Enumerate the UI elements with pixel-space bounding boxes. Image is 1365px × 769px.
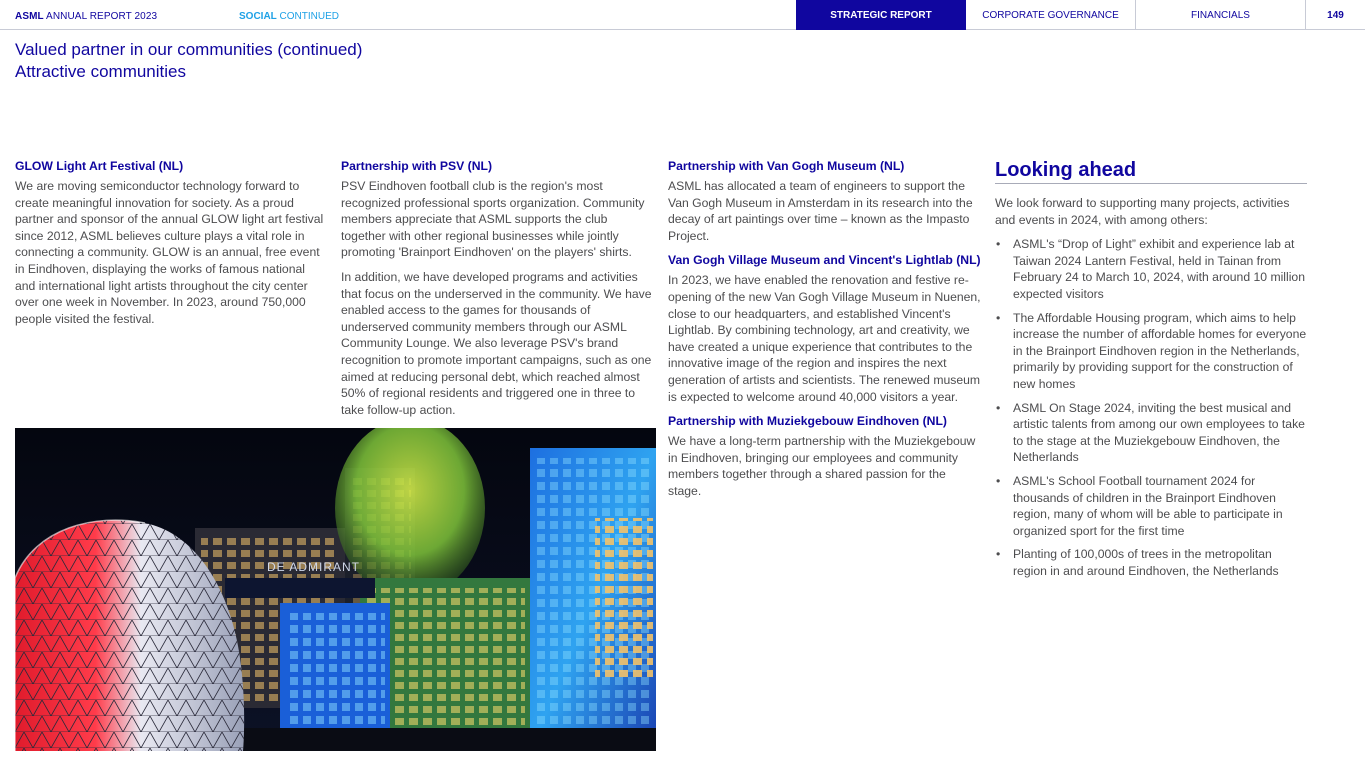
glow-heading: GLOW Light Art Festival (NL) [15, 159, 184, 173]
page-title-line-1: Valued partner in our communities (continued) [15, 40, 363, 59]
looking-ahead-heading: Looking ahead [995, 158, 1307, 184]
brand-name: ASML [15, 11, 44, 22]
muziekgebouw-heading: Partnership with Muziekgebouw Eindhoven (NL) [668, 414, 947, 429]
section-name: SOCIAL [239, 11, 277, 22]
glow-festival-illustration [15, 428, 656, 751]
column-psv [341, 158, 653, 426]
looking-ahead-intro: We look forward to supporting many projects, activities and events in 2024, with among others: [995, 196, 1290, 227]
top-navigation-bar [0, 0, 1365, 30]
psv-paragraph-1: PSV Eindhoven football club is the region's most recognized professional sports organization. Community members appreciate that ASML supports the club together with other regional businesses while jointly promoting 'Brainport Eindhoven' on the players' shirts. [341, 179, 645, 260]
looking-ahead-list [995, 236, 1307, 579]
page-title-line-2: Attractive communities [15, 62, 186, 81]
van-gogh-museum-body: ASML has allocated a team of engineers to support the Van Gogh Museum in Amsterdam in its research into the decay of art paintings over time – known as the Impasto Project. [668, 179, 973, 243]
section-label[interactable] [239, 11, 339, 22]
psv-paragraph-2: In addition, we have developed programs and activities that focus on the underserved in the community. We have enabled access to the games for thousands of underserved community members through our ASML Community Lounge. We also leverage PSV's brand recognition to promote important campaigns, such as one aimed at reducing personal debt, which reached almost 50% of regional residents and triggered one in three to take follow-up action. [341, 269, 652, 417]
column-glow [15, 158, 327, 335]
page-title [15, 39, 362, 83]
muziekgebouw-body: We have a long-term partnership with the Muziekgebouw in Eindhoven, bringing our employees and community members together through a shared passion for the stage. [668, 434, 976, 498]
section-continued: CONTINUED [276, 11, 340, 22]
list-item: • ASML's “Drop of Light” exhibit and experience lab at Taiwan 2024 Lantern Festival, held in Tainan from February 24 to March 10, 2024, with around 10 million expected visitors [995, 236, 1307, 302]
nav-tab-financials[interactable]: FINANCIALS [1136, 0, 1306, 30]
page-number: 149 [1327, 9, 1344, 21]
column-looking-ahead [995, 158, 1307, 586]
building-sign-text: DE ADMIRANT [267, 560, 361, 574]
van-gogh-museum-heading: Partnership with Van Gogh Museum (NL) [668, 159, 905, 173]
list-item: • ASML On Stage 2024, inviting the best musical and artistic talents from among our own employees to take to the stage at the Muziekgebouw Eindhoven, the Netherlands [995, 400, 1307, 466]
brand-report-label: ANNUAL REPORT 2023 [43, 11, 158, 22]
village-museum-body: In 2023, we have enabled the renovation and festive re-opening of the new Van Gogh Village Museum in Nuenen, close to our headquarters, and established Vincent's Lightlab. By combining technology, art and creativity, we have created a unique experience that contributes to the innovative image of the region and inspires the next generation of artists and scientists. The renewed museum is expected to welcome around 40,000 visitors a year. [668, 273, 981, 404]
psv-heading: Partnership with PSV (NL) [341, 159, 493, 173]
list-item: • ASML's School Football tournament 2024 for thousands of children in the Brainport Eindhoven region, many of whom will be able to participate in organized sport for the first time [995, 473, 1307, 539]
nav-tab-strategic-report[interactable]: STRATEGIC REPORT [796, 0, 966, 30]
list-item: • Planting of 100,000s of trees in the metropolitan region in and around Eindhoven, the Netherlands [995, 546, 1307, 579]
report-brand[interactable] [15, 11, 157, 22]
glow-body: We are moving semiconductor technology forward to create meaningful innovation for society. As a proud partner and sponsor of the annual GLOW light art festival since 2012, ASML believes culture plays a vital role in connecting a community. GLOW is an annual, free event in Eindhoven, displaying the works of famous national and international light artists throughout the city center over one week in November. In 2023, around 750,000 people visited the festival. [15, 179, 324, 326]
glow-festival-photo [15, 428, 656, 751]
column-museums [668, 158, 982, 508]
village-museum-heading: Van Gogh Village Museum and Vincent's Lightlab (NL) [668, 253, 981, 268]
list-item: • The Affordable Housing program, which aims to help increase the number of affordable homes for everyone in the Brainport Eindhoven region in the Netherlands, primarily by providing support for the construction of new homes [995, 310, 1307, 393]
nav-tab-corporate-governance[interactable]: CORPORATE GOVERNANCE [966, 0, 1136, 30]
